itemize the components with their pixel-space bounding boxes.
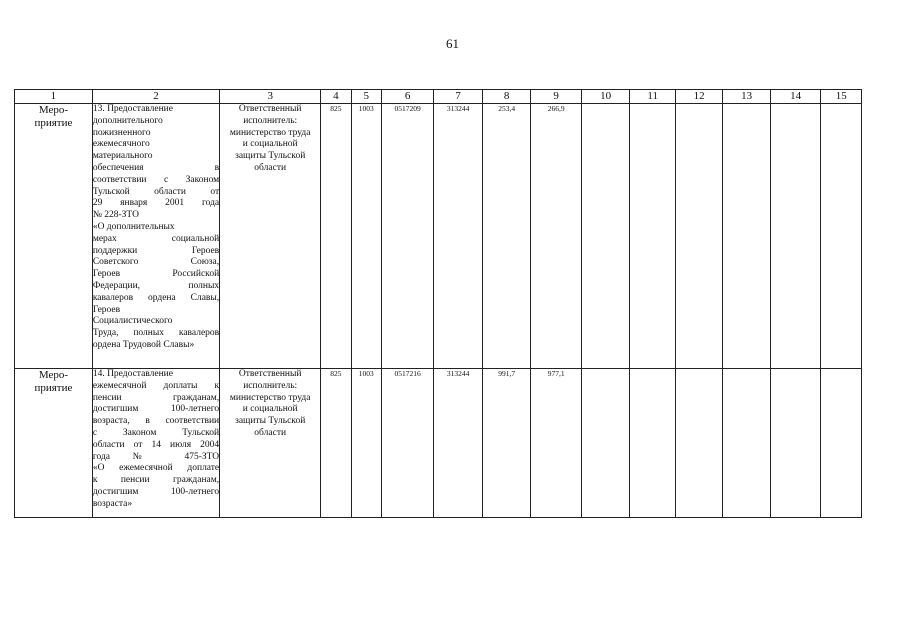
desc-line: кавалеров ордена Славы,	[92, 292, 220, 303]
desc-line: Советского Союза,	[92, 257, 220, 268]
empty-cell	[770, 104, 821, 369]
desc-line: мерах социальной	[92, 233, 220, 244]
section-code-cell: 1003	[351, 104, 381, 369]
desc-line: пожизненного	[92, 127, 151, 138]
empty-cell	[675, 369, 723, 518]
header-cell: 5	[351, 90, 381, 104]
exec-line: министерство труда	[229, 127, 311, 138]
exec-line: Ответственный	[238, 104, 302, 114]
desc-line: Героев Российской	[92, 269, 220, 280]
desc-line: года № 475-ЗТО	[92, 451, 220, 462]
header-cell: 1	[15, 90, 93, 104]
section-code-cell: 1003	[351, 369, 381, 518]
desc-line: № 228-ЗТО	[92, 210, 139, 221]
desc-line: достигшим 100-летнего	[92, 486, 220, 497]
empty-cell	[630, 369, 675, 518]
empty-cell	[821, 369, 862, 518]
empty-cell	[821, 104, 862, 369]
desc-line: пенсии гражданам,	[92, 392, 220, 403]
header-cell: 6	[381, 90, 434, 104]
desc-line: соответствии с Законом	[92, 174, 220, 185]
desc-line: «О ежемесячной доплате	[92, 463, 220, 474]
desc-line: 14. Предоставление	[92, 369, 173, 379]
header-cell: 4	[321, 90, 351, 104]
desc-line: ежемесячной доплаты к	[92, 380, 220, 391]
row-type-line: Меро-	[38, 104, 68, 116]
executor-cell	[220, 104, 321, 369]
header-row	[15, 90, 862, 104]
desc-line: возраста, в соответствии	[92, 416, 220, 427]
header-cell: 10	[581, 90, 630, 104]
empty-cell	[675, 104, 723, 369]
desc-line: обеспечения в	[92, 162, 220, 173]
header-cell: 14	[770, 90, 821, 104]
empty-cell	[630, 104, 675, 369]
expense-type-cell: 313244	[434, 104, 483, 369]
desc-line: 13. Предоставление	[92, 104, 173, 114]
header-cell: 3	[220, 90, 321, 104]
exec-line: области	[254, 162, 287, 173]
exec-line: защиты Тульской	[235, 416, 306, 427]
budget-table	[14, 89, 862, 518]
header-cell: 15	[821, 90, 862, 104]
header-cell: 8	[482, 90, 531, 104]
measure-description	[92, 104, 219, 369]
desc-line: с Законом Тульской	[92, 427, 220, 438]
exec-line: исполнитель:	[243, 380, 298, 391]
desc-line: Тульской области от	[92, 186, 220, 197]
ministry-code-cell: 825	[321, 104, 351, 369]
exec-line: исполнитель:	[243, 115, 298, 126]
target-article-cell: 0517216	[381, 369, 434, 518]
header-cell: 2	[92, 90, 219, 104]
empty-cell	[723, 369, 771, 518]
desc-line: материального	[92, 151, 153, 162]
desc-line: 29 января 2001 года	[92, 198, 220, 209]
exec-line: и социальной	[242, 139, 298, 150]
empty-cell	[770, 369, 821, 518]
desc-line: достигшим 100-летнего	[92, 404, 220, 415]
amount-col8-cell: 991,7	[482, 369, 531, 518]
exec-line: министерство труда	[229, 392, 311, 403]
exec-line: защиты Тульской	[235, 151, 306, 162]
exec-line: Ответственный	[238, 369, 302, 379]
empty-cell	[581, 369, 630, 518]
desc-line: ордена Трудовой Славы»	[92, 339, 195, 350]
header-cell: 13	[723, 90, 771, 104]
header-cell: 9	[531, 90, 582, 104]
desc-line: возраста»	[92, 498, 133, 509]
row-type-line: Меро-	[38, 369, 68, 381]
desc-line: дополнительного	[92, 115, 163, 126]
exec-line: области	[254, 427, 287, 438]
desc-line: Федерации, полных	[92, 280, 220, 291]
table-row	[15, 104, 862, 369]
empty-cell	[723, 104, 771, 369]
header-cell: 12	[675, 90, 723, 104]
row-type-cell	[15, 104, 93, 369]
target-article-cell: 0517209	[381, 104, 434, 369]
desc-line: Социалистического	[92, 316, 173, 327]
row-type-line: приятие	[34, 117, 73, 129]
desc-line: области от 14 июля 2004	[92, 439, 220, 450]
empty-cell	[581, 104, 630, 369]
amount-col8-cell: 253,4	[482, 104, 531, 369]
header-cell: 7	[434, 90, 483, 104]
desc-line: поддержки Героев	[92, 245, 220, 256]
measure-description	[92, 369, 219, 518]
page-number: 61	[446, 36, 459, 51]
desc-line: к пенсии гражданам,	[92, 475, 220, 486]
desc-line: Героев	[92, 304, 121, 315]
row-type-line: приятие	[34, 382, 73, 394]
expense-type-cell: 313244	[434, 369, 483, 518]
amount-col9-cell: 266,9	[531, 104, 582, 369]
table-row	[15, 369, 862, 518]
exec-line: и социальной	[242, 404, 298, 415]
desc-line: ежемесячного	[92, 139, 150, 150]
desc-line: «О дополнительных	[92, 221, 175, 232]
row-type-cell	[15, 369, 93, 518]
desc-line: Труда, полных кавалеров	[92, 328, 220, 339]
executor-cell	[220, 369, 321, 518]
header-cell: 11	[630, 90, 675, 104]
ministry-code-cell: 825	[321, 369, 351, 518]
amount-col9-cell: 977,1	[531, 369, 582, 518]
